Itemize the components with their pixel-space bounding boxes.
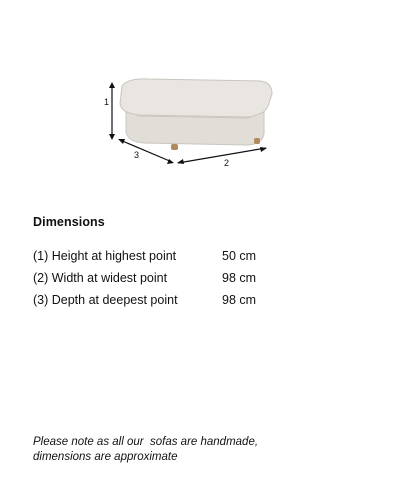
note-line-1: Please note as all our sofas are handmade, [33,436,259,448]
width-arrow [178,148,266,163]
footstool-diagram [100,72,280,172]
footstool-cushion [120,79,272,117]
note-line-2: dimensions are approximate [33,451,178,463]
dimensions-list [33,245,293,311]
dimension-value: 98 cm [222,293,257,307]
dimension-row-height [33,245,293,267]
height-marker: 1 [104,97,110,107]
dimensions-heading: Dimensions [33,215,105,229]
footstool-dimension-illustration [100,72,280,172]
footstool-leg-front [171,144,178,150]
handmade-note [33,435,373,465]
dimension-label: (3) Depth at deepest point [33,293,178,307]
footstool-leg-right [254,138,260,144]
dimension-label: (2) Width at widest point [33,271,168,285]
dimension-value: 50 cm [222,249,257,263]
dimension-value: 98 cm [222,271,257,285]
dimension-row-depth [33,289,293,311]
depth-marker: 3 [134,150,140,160]
dimension-row-width [33,267,293,289]
width-marker: 2 [224,158,230,168]
dimension-label: (1) Height at highest point [33,249,177,263]
